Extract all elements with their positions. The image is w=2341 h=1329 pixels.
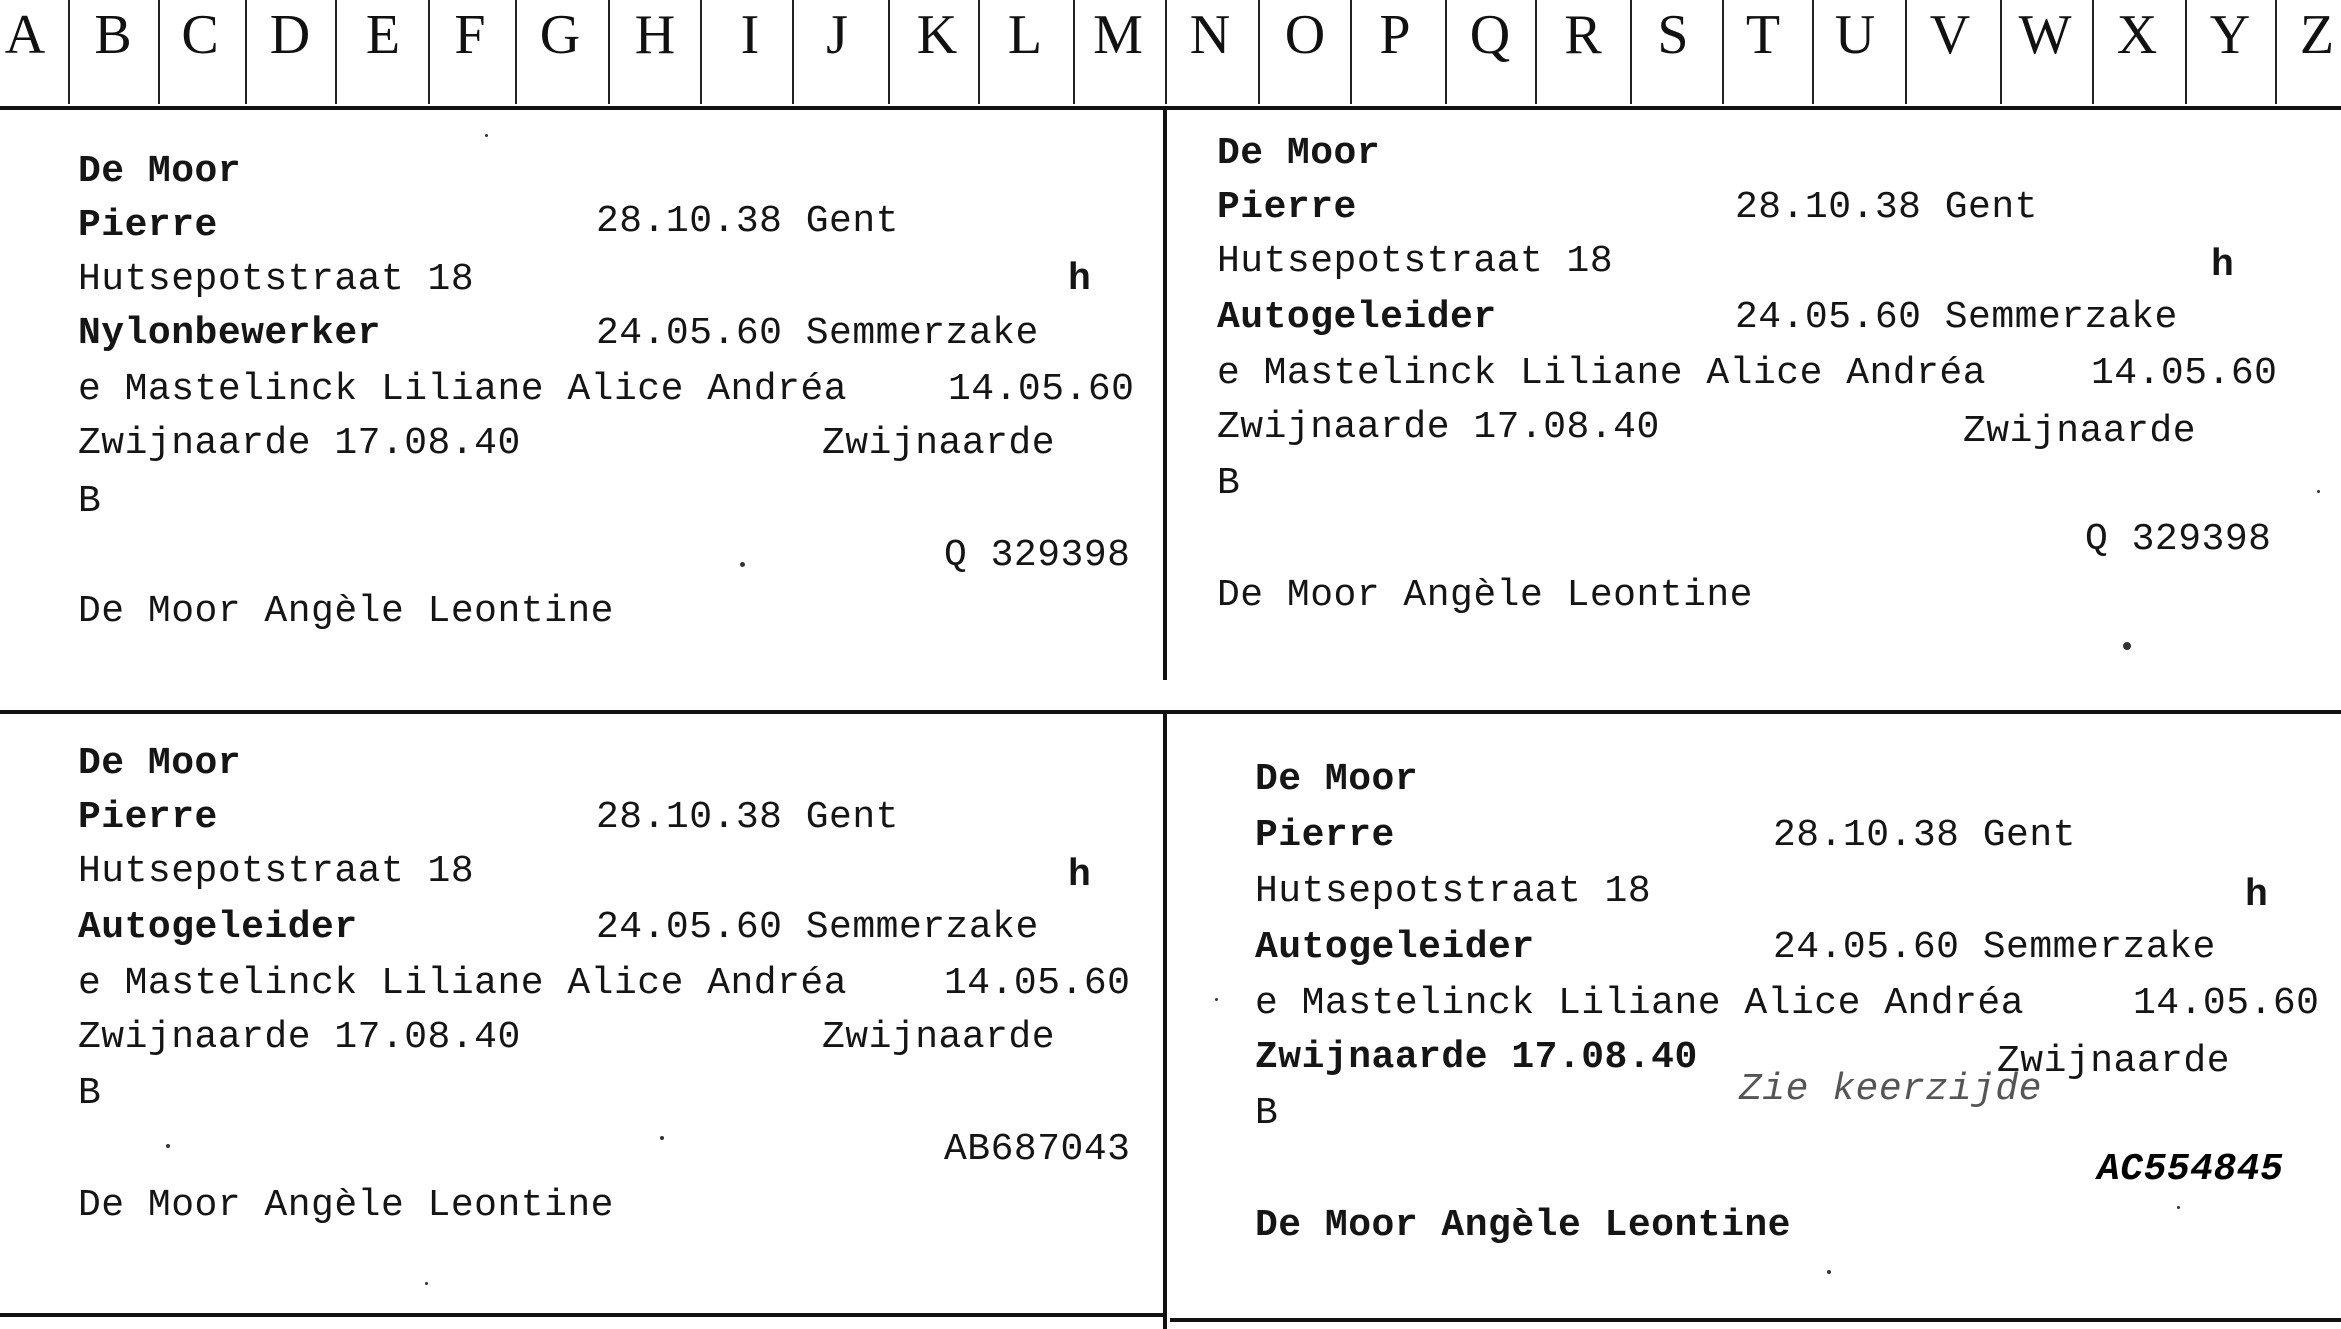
- card-surname: De Moor: [78, 742, 242, 785]
- card-spouse-residence: Zwijnaarde: [822, 1016, 1056, 1059]
- zie-keerzijde-stamp: Zie keerzijde: [1739, 1068, 2042, 1111]
- ink-speck: [166, 1144, 170, 1148]
- card-surname: De Moor: [1255, 758, 1419, 801]
- index-letter-h[interactable]: H: [634, 4, 676, 66]
- card-spouse-birth: Zwijnaarde 17.08.40: [78, 422, 521, 465]
- record-card-3[interactable]: [0, 714, 1163, 1313]
- card-spouse-birth: Zwijnaarde 17.08.40: [78, 1016, 521, 1059]
- card-first-name: Pierre: [78, 204, 218, 247]
- card-marriage: 24.05.60 Semmerzake: [596, 906, 1039, 949]
- index-letter-c[interactable]: C: [181, 4, 219, 66]
- card-reference: Q 329398: [944, 534, 1131, 577]
- card-occupation: Autogeleider: [1255, 926, 1535, 969]
- index-divider: [335, 0, 337, 104]
- card-child: De Moor Angèle Leontine: [1255, 1204, 1791, 1247]
- index-letter-e[interactable]: E: [365, 4, 401, 66]
- card-occupation: Autogeleider: [78, 906, 358, 949]
- index-letter-x[interactable]: X: [2116, 4, 2158, 66]
- index-letter-a[interactable]: A: [4, 4, 46, 66]
- index-letter-t[interactable]: T: [1745, 4, 1781, 66]
- card-spouse: e Mastelinck Liliane Alice Andréa: [1255, 982, 2025, 1025]
- ink-speck: [2177, 1206, 2180, 1209]
- card-first-name: Pierre: [1217, 186, 1357, 229]
- card-marriage: 24.05.60 Semmerzake: [1735, 296, 2178, 339]
- alphabet-index-strip: [0, 0, 2341, 110]
- card-marriage: 24.05.60 Semmerzake: [1773, 926, 2216, 969]
- index-letter-g[interactable]: G: [539, 4, 581, 66]
- ink-speck: [2123, 642, 2131, 650]
- index-letter-s[interactable]: S: [1657, 4, 1689, 66]
- index-letter-v[interactable]: V: [1929, 4, 1971, 66]
- card-code: B: [78, 480, 102, 523]
- index-divider: [700, 0, 702, 104]
- card-bottom-edge-right: [1170, 1318, 2341, 1322]
- index-letter-y[interactable]: Y: [2209, 4, 2251, 66]
- card-child: De Moor Angèle Leontine: [1217, 574, 1753, 617]
- index-letter-i[interactable]: I: [740, 4, 760, 66]
- index-letter-k[interactable]: K: [916, 4, 958, 66]
- card-marriage: 24.05.60 Semmerzake: [596, 312, 1039, 355]
- index-letter-b[interactable]: B: [94, 4, 132, 66]
- card-birth: 28.10.38 Gent: [596, 200, 899, 243]
- ink-speck: [1215, 998, 1218, 1001]
- card-birth: 28.10.38 Gent: [1735, 186, 2038, 229]
- card-address: Hutsepotstraat 18: [1255, 870, 1652, 913]
- card-spouse-residence: Zwijnaarde: [822, 422, 1056, 465]
- ink-speck: [1827, 1270, 1831, 1274]
- card-spouse-birth: Zwijnaarde 17.08.40: [1255, 1036, 1698, 1079]
- index-divider: [888, 0, 890, 104]
- card-first-name: Pierre: [1255, 814, 1395, 857]
- card-sex-code: h: [2245, 874, 2269, 917]
- card-spouse-date: 14.05.60: [944, 962, 1131, 1005]
- index-divider: [1535, 0, 1537, 104]
- card-code: B: [78, 1072, 102, 1115]
- index-letter-o[interactable]: O: [1284, 4, 1326, 66]
- card-spouse-residence: Zwijnaarde: [1997, 1040, 2231, 1083]
- card-address: Hutsepotstraat 18: [1217, 240, 1614, 283]
- index-letter-r[interactable]: R: [1564, 4, 1602, 66]
- card-birth: 28.10.38 Gent: [1773, 814, 2076, 857]
- index-letter-l[interactable]: L: [1007, 4, 1043, 66]
- card-surname: De Moor: [1217, 132, 1381, 175]
- card-child: De Moor Angèle Leontine: [78, 1184, 614, 1227]
- card-address: Hutsepotstraat 18: [78, 258, 475, 301]
- index-letter-m[interactable]: M: [1093, 4, 1143, 66]
- ink-speck: [740, 562, 745, 567]
- card-sex-code: h: [1068, 258, 1092, 301]
- card-birth: 28.10.38 Gent: [596, 796, 899, 839]
- card-reference: Q 329398: [2085, 518, 2272, 561]
- index-letter-z[interactable]: Z: [2299, 4, 2335, 66]
- index-letter-q[interactable]: Q: [1469, 4, 1511, 66]
- index-letter-f[interactable]: F: [454, 4, 486, 66]
- card-spouse: e Mastelinck Liliane Alice Andréa: [78, 962, 848, 1005]
- ink-speck: [485, 134, 488, 137]
- card-code: B: [1255, 1092, 1279, 1135]
- ink-speck: [425, 1282, 428, 1285]
- card-first-name: Pierre: [78, 796, 218, 839]
- ink-speck: [660, 1136, 664, 1140]
- record-card-4[interactable]: [1167, 714, 2341, 1318]
- record-card-2[interactable]: [1167, 110, 2341, 710]
- card-reference: AC554845: [2097, 1148, 2284, 1191]
- card-bottom-edge-left: [0, 1313, 1163, 1317]
- card-spouse-residence: Zwijnaarde: [1963, 410, 2197, 453]
- index-letter-p[interactable]: P: [1379, 4, 1411, 66]
- index-letter-j[interactable]: J: [826, 4, 848, 66]
- ink-speck: [2317, 490, 2320, 493]
- index-letter-w[interactable]: W: [2018, 4, 2072, 66]
- card-spouse-date: 14.05.60: [948, 368, 1135, 411]
- index-letter-u[interactable]: U: [1834, 4, 1876, 66]
- card-code: B: [1217, 462, 1241, 505]
- card-child: De Moor Angèle Leontine: [78, 590, 614, 633]
- card-spouse: e Mastelinck Liliane Alice Andréa: [78, 368, 848, 411]
- card-sex-code: h: [2211, 244, 2235, 287]
- index-letter-n[interactable]: N: [1189, 4, 1231, 66]
- index-letter-d[interactable]: D: [269, 4, 311, 66]
- card-sex-code: h: [1068, 854, 1092, 897]
- card-address: Hutsepotstraat 18: [78, 850, 475, 893]
- record-card-1[interactable]: [0, 114, 1163, 708]
- card-occupation: Nylonbewerker: [78, 312, 381, 355]
- card-spouse: e Mastelinck Liliane Alice Andréa: [1217, 352, 1987, 395]
- card-spouse-date: 14.05.60: [2091, 352, 2278, 395]
- card-surname: De Moor: [78, 150, 242, 193]
- card-spouse-date: 14.05.60: [2133, 982, 2320, 1025]
- card-occupation: Autogeleider: [1217, 296, 1497, 339]
- card-spouse-birth: Zwijnaarde 17.08.40: [1217, 406, 1660, 449]
- card-reference: AB687043: [944, 1128, 1131, 1171]
